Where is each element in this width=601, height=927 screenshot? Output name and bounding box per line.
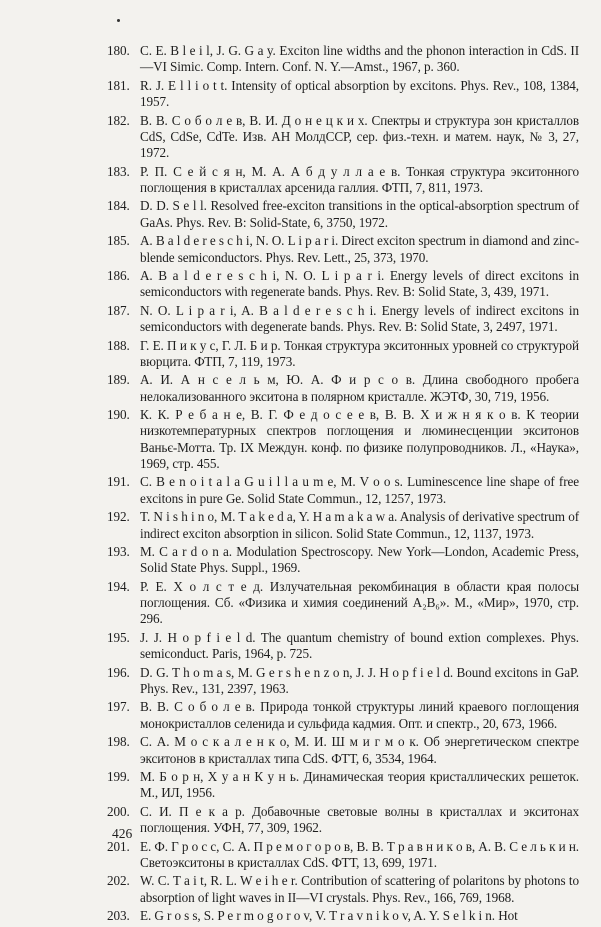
- reference-number: 197.: [107, 699, 130, 715]
- scan-speck: [117, 19, 120, 22]
- reference-number: 187.: [107, 302, 130, 318]
- reference-entry: [107, 198, 579, 231]
- reference-entry: [107, 303, 579, 336]
- reference-text: Р. Е. Х о л с т е д. Излучательная рекомбинация в области края полосы поглощения. Сб. «Физика и химия соединений A₂B₆». М., «Мир», 1970, стр. 296.: [140, 578, 579, 627]
- reference-number: 194.: [107, 578, 130, 594]
- reference-number: 189.: [107, 372, 130, 388]
- reference-entry: [107, 804, 579, 837]
- reference-number: 185.: [107, 233, 130, 249]
- reference-entry: [107, 164, 579, 197]
- reference-text: C. E. B l e i l, J. G. G a y. Exciton line widths and the phonon interaction in CdS. II—VI Simic. Comp. Intern. Conf. N. Y.—Amst., 1967, p. 360.: [140, 43, 579, 75]
- reference-entry: [107, 372, 579, 405]
- reference-entry: [107, 734, 579, 767]
- reference-entry: [107, 268, 579, 301]
- reference-entry: [107, 474, 579, 507]
- reference-text: А. И. А н с е л ь м, Ю. А. Ф и р с о в. Длина свободного пробега нелокализованного экситона в полярном кристалле. ЖЭТФ, 30, 719, 1956.: [140, 372, 579, 404]
- reference-text: С. А. М о с к а л е н к о, М. И. Ш м и г м о к. Об энергетическом спектре экситонов в кристаллах типа CdS. ФТТ, 6, 3534, 1964.: [140, 734, 579, 766]
- reference-text: С. И. П е к а р. Добавочные световые волны в кристаллах и экситонах поглощения. УФН, 77, 309, 1962.: [140, 803, 579, 836]
- reference-number: 193.: [107, 544, 130, 560]
- reference-entry: [107, 407, 579, 472]
- reference-number: 186.: [107, 267, 130, 283]
- reference-entry: [107, 873, 579, 906]
- reference-text: Р. П. С е й с я н, М. А. А б д у л л а е в. Тонкая структура экситонного поглощения в кристаллах арсенида галлия. ФТП, 7, 811, 1973.: [140, 163, 579, 195]
- reference-text: T. N i s h i n o, M. T a k e d a, Y. H a m a k a w a. Analysis of derivative spectrum of indirect exciton absorption in silicon. Solid State Commun., 12, 1137, 1973.: [140, 509, 579, 541]
- reference-text: В. В. С о б о л е в, В. И. Д о н е ц к и х. Спектры и структура зон кристаллов CdS, CdSe, CdTe. Изв. АН МолдССР, сер. физ.-техн. и матем. наук, № 3, 27, 1972.: [140, 112, 579, 161]
- reference-list: [107, 43, 579, 927]
- reference-entry: [107, 43, 579, 76]
- reference-number: 199.: [107, 769, 130, 785]
- reference-entry: [107, 699, 579, 732]
- reference-number: 195.: [107, 629, 130, 645]
- reference-text: A. B a l d e r e s c h i, N. O. L i p a r i. Energy levels of direct excitons in semiconductors with regenerate bands. Phys. Rev. B: Solid State, 3, 439, 1971.: [140, 267, 579, 300]
- reference-entry: [107, 233, 579, 266]
- reference-number: 198.: [107, 734, 130, 750]
- reference-entry: [107, 579, 579, 628]
- reference-entry: [107, 769, 579, 802]
- reference-text: Е. Ф. Г р о с с, С. А. П р е м о г о р о в, В. В. Т р а в н и к о в, А. В. С е л ь к и н. Светоэкситоны в кристаллах CdS. ФТТ, 13, 699, 1971.: [140, 838, 579, 870]
- reference-number: 201.: [107, 838, 130, 854]
- reference-number: 190.: [107, 407, 130, 423]
- reference-text: Г. Е. П и к у с, Г. Л. Б и р. Тонкая структура экситонных уровней со структурой вюрцита. ФТП, 7, 119, 1973.: [140, 337, 579, 369]
- reference-text: J. J. H o p f i e l d. The quantum chemistry of bound extion complexes. Phys. semiconduct. Paris, 1964, p. 725.: [140, 629, 579, 662]
- reference-text: C. B e n o i t a l a G u i l l a u m e, M. V o o s. Luminescence line shape of free excitons in pure Ge. Solid State Commun., 12, 1257, 1973.: [140, 474, 579, 506]
- reference-number: 202.: [107, 873, 130, 889]
- reference-number: 191.: [107, 474, 130, 490]
- reference-number: 188.: [107, 337, 130, 353]
- reference-entry: [107, 630, 579, 663]
- reference-text: D. D. S e l l. Resolved free-exciton transitions in the optical-absorption spectrum of GaAs. Phys. Rev. B: Solid-State, 6, 3750, 1972.: [140, 198, 579, 230]
- reference-number: 200.: [107, 803, 130, 819]
- reference-number: 192.: [107, 509, 130, 525]
- reference-entry: [107, 544, 579, 577]
- reference-entry: [107, 908, 579, 924]
- reference-number: 203.: [107, 908, 130, 924]
- reference-text: M. C a r d o n a. Modulation Spectroscopy. New York—London, Academic Press, Solid State Phys. Suppl., 1969.: [140, 544, 579, 576]
- reference-entry: [107, 839, 579, 872]
- reference-text: N. O. L i p a r i, A. B a l d e r e s c h i. Energy levels of indirect excitons in semiconductors with degenerate bands. Phys. Rev. B: Solid State, 3, 2497, 1971.: [140, 302, 579, 335]
- reference-text: М. Б о р н, Х у а н К у н ь. Динамическая теория кристаллических решеток. М., ИЛ, 1956.: [140, 769, 579, 801]
- reference-text: R. J. E l l i o t t. Intensity of optical absorption by excitons. Phys. Rev., 108, 1384, 1957.: [140, 77, 579, 110]
- reference-entry: [107, 78, 579, 111]
- reference-number: 180.: [107, 43, 130, 58]
- reference-number: 182.: [107, 112, 130, 128]
- page-number: 426: [112, 826, 133, 841]
- reference-number: 196.: [107, 664, 130, 680]
- reference-text: A. B a l d e r e s c h i, N. O. L i p a r i. Direct exciton spectrum in diamond and zinc-blende semiconductors. Phys. Rev. Lett., 25, 373, 1970.: [140, 233, 579, 265]
- reference-entry: [107, 665, 579, 698]
- reference-entry: [107, 113, 579, 162]
- reference-number: 184.: [107, 198, 130, 214]
- reference-number: 181.: [107, 77, 130, 93]
- reference-text: D. G. T h o m a s, M. G e r s h e n z o n, J. J. H o p f i e l d. Bound excitons in GaP. Phys. Rev., 131, 2397, 1963.: [140, 664, 579, 696]
- reference-number: 183.: [107, 163, 130, 179]
- reference-text: W. C. T a i t, R. L. W e i h e r. Contribution of scattering of polaritons by photons to absorption of light waves in II—VI crystals. Phys. Rev., 166, 769, 1968.: [140, 873, 579, 905]
- reference-text: К. К. Р е б а н е, В. Г. Ф е д о с е е в, В. В. Х и ж н я к о в. К теории низкотемпературных спектров поглощения и люминесценции экситонов Ваньє-Мотта. Тр. IX Междун. конф. по физике полупроводников. Л., «Наука», 1969, стр. 455.: [140, 407, 579, 471]
- reference-entry: [107, 338, 579, 371]
- reference-text: E. G r o s s, S. P e r m o g o r o v, V. T r a v n i k o v, A. Y. S e l k i n. Hot: [140, 908, 518, 924]
- reference-entry: [107, 509, 579, 542]
- reference-text: В. В. С о б о л е в. Природа тонкой структуры линий краевого поглощения монокристаллов селенида и сульфида кадмия. Опт. и спектр., 20, 673, 1966.: [140, 699, 579, 731]
